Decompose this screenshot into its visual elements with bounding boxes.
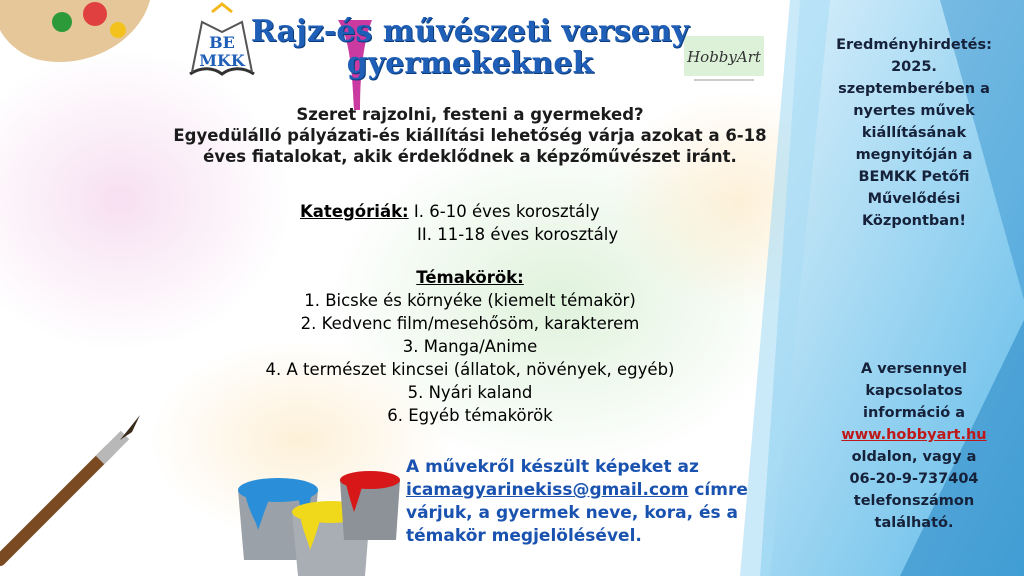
results-line-6: megnyitóján a bbox=[855, 147, 973, 163]
results-line-3: szeptemberében a bbox=[838, 81, 990, 97]
contact-line-8: található. bbox=[874, 515, 954, 531]
contact-line-3: információ a bbox=[863, 405, 965, 421]
category-row-1 bbox=[300, 200, 618, 223]
topic-item-5: 5. Nyári kaland bbox=[407, 383, 533, 402]
contact-line-7: telefonszámon bbox=[853, 493, 975, 509]
results-line-8: Művelődési bbox=[867, 191, 961, 207]
categories-label: Kategóriák: bbox=[300, 202, 409, 221]
topic-item-2: 2. Kedvenc film/mesehősöm, karakterem bbox=[300, 314, 640, 333]
results-line-2: 2025. bbox=[891, 59, 937, 75]
email-note-line-4: témakör megjelölésével. bbox=[406, 526, 642, 546]
topic-item-3: 3. Manga/Anime bbox=[402, 337, 538, 356]
results-line-4: nyertes művek bbox=[853, 103, 975, 119]
hobbyart-logo-text: HobbyArt bbox=[687, 48, 761, 66]
results-announcement bbox=[826, 34, 1002, 232]
email-note bbox=[406, 456, 786, 548]
topic-item-1: 1. Bicske és környéke (kiemelt témakör) bbox=[304, 291, 636, 310]
contact-line-2: kapcsolatos bbox=[865, 383, 963, 399]
bemkk-logo-text-top: BE bbox=[209, 33, 235, 52]
bemkk-logo-text-bottom: MKK bbox=[199, 51, 245, 70]
email-note-line-1: A művekről készült képeket az bbox=[406, 457, 699, 477]
intro-line-3: éves fiatalokat, akik érdeklődnek a képzőművészet iránt. bbox=[203, 147, 737, 166]
title-line-2: gyermekeknek bbox=[346, 46, 594, 81]
categories-block bbox=[300, 200, 618, 246]
results-line-5: kiállításának bbox=[861, 125, 967, 141]
category-item-2: II. 11-18 éves korosztály bbox=[417, 225, 619, 244]
contact-line-5: oldalon, vagy a bbox=[851, 449, 977, 465]
contact-line-1: A versennyel bbox=[860, 361, 968, 377]
category-row-2 bbox=[300, 223, 618, 246]
topic-item-4: 4. A természet kincsei (állatok, növények, egyéb) bbox=[265, 360, 675, 379]
topics-label: Témakörök: bbox=[416, 268, 524, 287]
results-line-9: Központban! bbox=[861, 213, 967, 229]
topic-item-6: 6. Egyéb témakörök bbox=[387, 406, 553, 425]
results-line-1: Eredményhirdetés: bbox=[836, 37, 992, 53]
email-link[interactable]: icamagyarinekiss@gmail.com bbox=[406, 480, 689, 500]
email-note-line-3: várjuk, a gyermek neve, kora, és a bbox=[406, 503, 738, 523]
email-note-after-email: címre bbox=[688, 480, 748, 500]
email-note-line-2 bbox=[406, 479, 786, 502]
page-title bbox=[240, 16, 700, 80]
contact-info bbox=[826, 358, 1002, 534]
intro-block bbox=[140, 104, 800, 167]
intro-line-1: Szeret rajzolni, festeni a gyermeked? bbox=[296, 105, 644, 124]
website-link[interactable]: www.hobbyart.hu bbox=[841, 427, 987, 443]
category-item-1: I. 6-10 éves korosztály bbox=[413, 202, 600, 221]
title-line-1: Rajz-és művészeti verseny bbox=[250, 14, 690, 49]
results-line-7: BEMKK Petőfi bbox=[858, 169, 970, 185]
intro-line-2: Egyedülálló pályázati-és kiállítási lehetőség várja azokat a 6-18 bbox=[173, 126, 767, 145]
topics-block bbox=[190, 266, 750, 427]
phone-number: 06-20-9-737404 bbox=[849, 471, 979, 487]
